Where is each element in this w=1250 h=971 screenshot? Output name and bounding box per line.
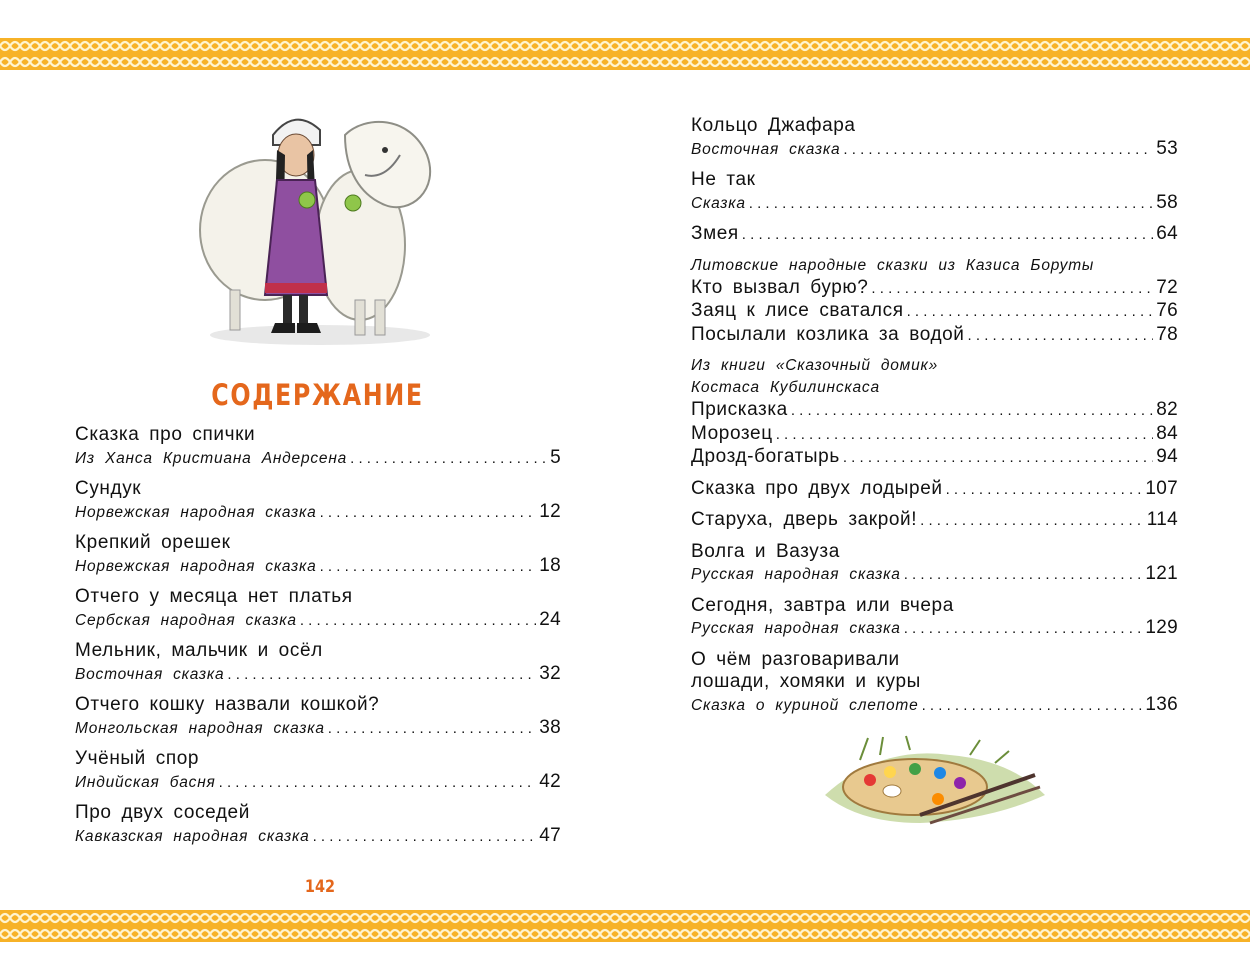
entry-subtitle: Русская народная сказка bbox=[691, 566, 901, 583]
page-ref: 72 bbox=[1156, 276, 1178, 298]
toc-entry[interactable] bbox=[691, 300, 1178, 324]
page-number: 142 bbox=[304, 877, 336, 897]
toc-entry[interactable] bbox=[691, 649, 1178, 718]
page-ref: 38 bbox=[539, 716, 561, 738]
entry-title: Мельник, мальчик и осёл bbox=[75, 640, 323, 661]
page-ref: 121 bbox=[1145, 563, 1178, 584]
paint-palette-illustration bbox=[820, 735, 1055, 835]
toc-entry[interactable] bbox=[691, 115, 1178, 161]
entry-title: Сундук bbox=[75, 478, 142, 499]
entry-title: Морозец bbox=[691, 422, 773, 444]
page-ref: 5 bbox=[550, 446, 561, 468]
page-ref: 94 bbox=[1156, 446, 1178, 467]
entry-title: О чём разговаривали bbox=[691, 648, 900, 670]
dot-leader bbox=[871, 278, 1153, 301]
page-ref: 53 bbox=[1156, 137, 1178, 159]
girl-with-sheep-illustration bbox=[195, 95, 445, 355]
entry-title: Волга и Вазуза bbox=[691, 540, 840, 562]
toc-entry[interactable] bbox=[75, 424, 561, 470]
page-ref: 136 bbox=[1145, 693, 1178, 715]
page-ref: 84 bbox=[1156, 422, 1178, 444]
entry-title: Старуха, дверь закрой! bbox=[691, 509, 918, 530]
dot-leader bbox=[300, 610, 536, 633]
entry-title: Заяц к лисе сватался bbox=[691, 300, 904, 321]
entry-title: Отчего кошку назвали кошкой? bbox=[75, 694, 380, 715]
entry-title: Не так bbox=[691, 169, 756, 190]
dot-leader bbox=[791, 400, 1153, 423]
dot-leader bbox=[922, 695, 1143, 718]
entry-subtitle: Русская народная сказка bbox=[691, 620, 901, 637]
toc-entry[interactable] bbox=[75, 640, 561, 686]
dot-leader bbox=[946, 479, 1143, 502]
dot-leader bbox=[350, 448, 547, 471]
toc-entry[interactable] bbox=[691, 277, 1178, 301]
page-ref: 76 bbox=[1156, 300, 1178, 321]
entry-subtitle: Норвежская народная сказка bbox=[75, 503, 317, 521]
dot-leader bbox=[843, 447, 1153, 470]
toc-entry[interactable] bbox=[691, 446, 1178, 470]
dot-leader bbox=[313, 826, 537, 849]
toc-entry[interactable] bbox=[75, 478, 561, 524]
page-ref: 78 bbox=[1156, 323, 1178, 345]
group-heading-author: Костаса Кубилинскаса bbox=[691, 379, 880, 396]
toc-entry[interactable] bbox=[691, 399, 1178, 423]
dot-leader bbox=[219, 772, 537, 795]
group-heading: Из книги «Сказочный домик» bbox=[691, 357, 939, 374]
page-ref: 24 bbox=[539, 608, 561, 630]
toc-entry[interactable] bbox=[691, 223, 1178, 247]
entry-title: Дрозд-богатырь bbox=[691, 446, 840, 467]
page-ref: 42 bbox=[539, 770, 561, 792]
dot-leader bbox=[904, 618, 1143, 641]
toc-entry[interactable] bbox=[75, 532, 561, 578]
page-ref: 32 bbox=[539, 662, 561, 684]
page-ref: 18 bbox=[539, 554, 561, 576]
entry-subtitle: Сербская народная сказка bbox=[75, 611, 297, 629]
entry-title: Посылали козлика за водой bbox=[691, 323, 965, 345]
toc-entry[interactable] bbox=[691, 509, 1178, 533]
toc-left-column bbox=[75, 424, 561, 856]
entry-subtitle: Восточная сказка bbox=[691, 140, 841, 158]
entry-title: Отчего у месяца нет платья bbox=[75, 586, 353, 607]
entry-title: Кто вызвал бурю? bbox=[691, 276, 869, 298]
group-heading: Литовские народные сказки из Казиса Боруты bbox=[691, 256, 1095, 274]
toc-entry[interactable] bbox=[691, 541, 1178, 587]
toc-entry[interactable] bbox=[75, 802, 561, 848]
toc-group-lithuanian bbox=[691, 255, 1178, 348]
dot-leader bbox=[328, 718, 537, 741]
entry-subtitle: Из Ханса Кристиана Андерсена bbox=[75, 449, 348, 467]
page-ref: 12 bbox=[539, 500, 561, 522]
dot-leader bbox=[920, 510, 1144, 533]
dot-leader bbox=[320, 502, 537, 525]
dot-leader bbox=[749, 193, 1154, 216]
page-ref: 129 bbox=[1145, 617, 1178, 638]
entry-subtitle: Восточная сказка bbox=[75, 665, 225, 683]
entry-title: Присказка bbox=[691, 399, 788, 420]
dot-leader bbox=[843, 139, 1153, 162]
page-ref: 114 bbox=[1146, 509, 1178, 530]
entry-title: Кольцо Джафара bbox=[691, 115, 856, 136]
entry-title: Крепкий орешек bbox=[75, 532, 231, 553]
dot-leader bbox=[968, 325, 1154, 348]
page-ref: 107 bbox=[1145, 477, 1178, 499]
toc-entry[interactable] bbox=[691, 595, 1178, 641]
toc-entry[interactable] bbox=[691, 324, 1178, 348]
toc-entry[interactable] bbox=[75, 748, 561, 794]
entry-subtitle: Монгольская народная сказка bbox=[75, 719, 325, 737]
dot-leader bbox=[320, 556, 537, 579]
entry-title-continued: лошади, хомяки и куры bbox=[691, 671, 921, 692]
top-decorative-border bbox=[0, 38, 1250, 70]
dot-leader bbox=[907, 301, 1154, 324]
entry-subtitle: Кавказская народная сказка bbox=[75, 827, 310, 845]
dot-leader bbox=[904, 564, 1143, 587]
toc-right-column bbox=[691, 115, 1178, 725]
page-ref: 58 bbox=[1156, 191, 1178, 213]
entry-title: Сегодня, завтра или вчера bbox=[691, 594, 954, 616]
toc-entry[interactable] bbox=[691, 169, 1178, 215]
page-ref: 64 bbox=[1156, 223, 1178, 244]
toc-group-domik bbox=[691, 355, 1178, 470]
entry-title: Змея bbox=[691, 223, 739, 244]
toc-entry[interactable] bbox=[75, 586, 561, 632]
dot-leader bbox=[227, 664, 536, 687]
entry-subtitle: Сказка о куриной слепоте bbox=[691, 696, 919, 714]
entry-subtitle: Индийская басня bbox=[75, 773, 216, 791]
entry-title: Про двух соседей bbox=[75, 802, 250, 823]
entry-subtitle: Норвежская народная сказка bbox=[75, 557, 317, 575]
page-ref: 82 bbox=[1156, 399, 1178, 420]
page-ref: 47 bbox=[539, 824, 561, 846]
dot-leader bbox=[776, 424, 1154, 447]
bottom-decorative-border bbox=[0, 910, 1250, 942]
dot-leader bbox=[742, 224, 1153, 247]
toc-entry[interactable] bbox=[691, 423, 1178, 447]
entry-title: Сказка про спички bbox=[75, 424, 256, 445]
table-of-contents-title: СОДЕРЖАНИЕ bbox=[211, 378, 424, 412]
entry-subtitle: Сказка bbox=[691, 194, 746, 212]
entry-title: Учёный спор bbox=[75, 748, 200, 769]
entry-title: Сказка про двух лодырей bbox=[691, 477, 943, 499]
toc-entry[interactable] bbox=[75, 694, 561, 740]
toc-entry[interactable] bbox=[691, 478, 1178, 502]
